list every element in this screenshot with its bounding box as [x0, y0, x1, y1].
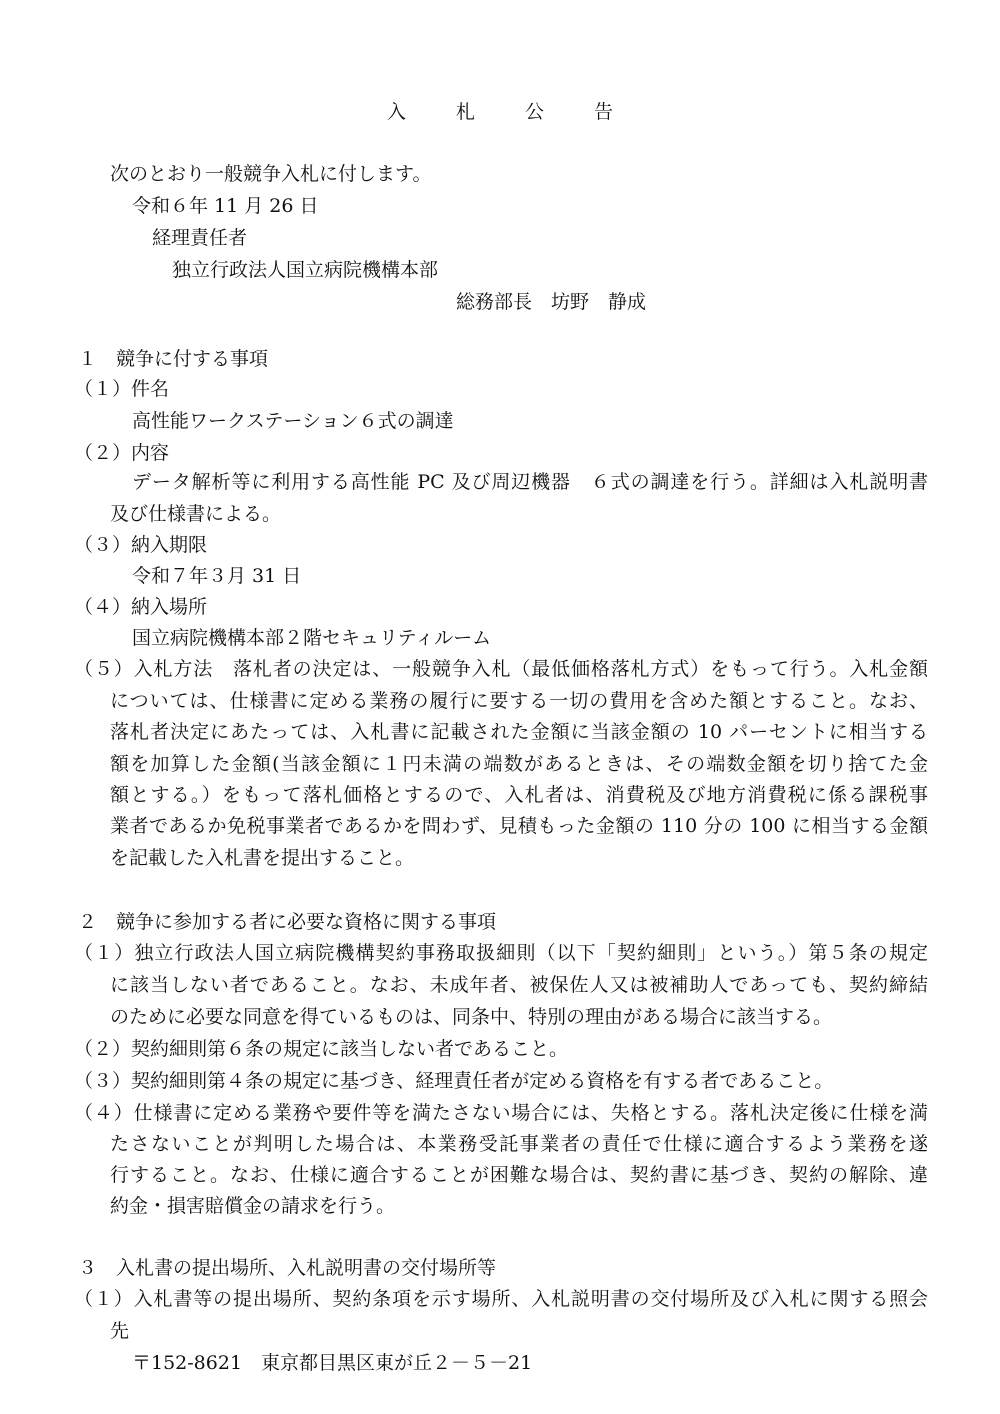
section3-item1-line: 先: [110, 1320, 130, 1342]
section2-item1-line: （１）独立行政法人国立病院機構契約事務取扱細則（以下「契約細則」という。）第５条の規定: [74, 942, 928, 964]
issuer-name: 総務部長 坊野 静成: [456, 291, 647, 313]
section1-item5-line: については、仕様書に定める業務の履行に要する一切の費用を含めた額とすること。なお、: [110, 690, 928, 712]
section1-item4-body: 国立病院機構本部２階セキュリティルーム: [132, 627, 492, 649]
section1-item1-body: 高性能ワークステーション６式の調達: [132, 410, 454, 432]
section1-item5-line: 額を加算した金額(当該金額に１円未満の端数があるときは、その端数金額を切り捨てた金: [110, 753, 928, 775]
document-title: 入 札 公 告: [386, 101, 636, 123]
notice-date: 令和６年 11 月 26 日: [132, 195, 319, 217]
issuer-role: 経理責任者: [152, 227, 248, 249]
section1-item5-line: 落札者決定にあたっては、入札書に記載された金額に当該金額の 10 パーセントに相当する: [110, 721, 928, 743]
section1-item2-body-line: 及び仕様書による。: [110, 503, 282, 525]
section2-item4-line: 約金・損害賠償金の請求を行う。: [110, 1195, 396, 1217]
section2-item3: （３）契約細則第４条の規定に基づき、経理責任者が定める資格を有する者であること。: [74, 1070, 834, 1092]
section1-item1-label: （１）件名: [74, 378, 170, 400]
section1-item3-body: 令和７年３月 31 日: [132, 565, 302, 587]
section2-item1-line: に該当しない者であること。なお、未成年者、被保佐人又は被補助人であっても、契約締結: [110, 974, 928, 996]
section2-item1-line: のために必要な同意を得ているものは、同条中、特別の理由がある場合に該当する。: [110, 1006, 833, 1028]
section1-item3-label: （３）納入期限: [74, 534, 208, 556]
section1-item5-line: を記載した入札書を提出すること。: [110, 847, 415, 869]
issuer-org: 独立行政法人国立病院機構本部: [172, 259, 439, 281]
section2-item4-line: （４）仕様書に定める業務や要件等を満たさない場合には、失格とする。落札決定後に仕様を満: [74, 1102, 928, 1124]
section1-item2-body-line: データ解析等に利用する高性能 PC 及び周辺機器 ６式の調達を行う。詳細は入札説明書: [132, 471, 928, 493]
section3-item1-line: （１）入札書等の提出場所、契約条項を示す場所、入札説明書の交付場所及び入札に関する照会: [74, 1288, 928, 1310]
section2-heading: ２ 競争に参加する者に必要な資格に関する事項: [78, 911, 497, 933]
section1-item5-line: 額とする。）をもって落札価格とするので、入札者は、消費税及び地方消費税に係る課税事: [110, 784, 928, 806]
section2-item4-line: たさないことが判明した場合は、本業務受託事業者の責任で仕様に適合するよう業務を遂: [110, 1133, 928, 1155]
section1-item5-line: （５）入札方法 落札者の決定は、一般競争入札（最低価格落札方式）をもって行う。入札金額: [74, 658, 928, 680]
section2-item2: （２）契約細則第６条の規定に該当しない者であること。: [74, 1038, 569, 1060]
section1-item5-line: 業者であるか免税事業者であるかを問わず、見積もった金額の 110 分の 100 に相当する金額: [110, 815, 928, 837]
section2-item4-line: 行すること。なお、仕様に適合することが困難な場合は、契約書に基づき、契約の解除、違: [110, 1164, 928, 1186]
intro-text: 次のとおり一般競争入札に付します。: [110, 163, 432, 185]
section1-heading: １ 競争に付する事項: [78, 348, 269, 370]
section3-address: 〒152-8621 東京都目黒区東が丘２－５－21: [132, 1352, 533, 1374]
section1-item2-label: （２）内容: [74, 442, 170, 464]
section1-item4-label: （４）納入場所: [74, 596, 208, 618]
section3-heading: ３ 入札書の提出場所、入札説明書の交付場所等: [78, 1257, 497, 1279]
